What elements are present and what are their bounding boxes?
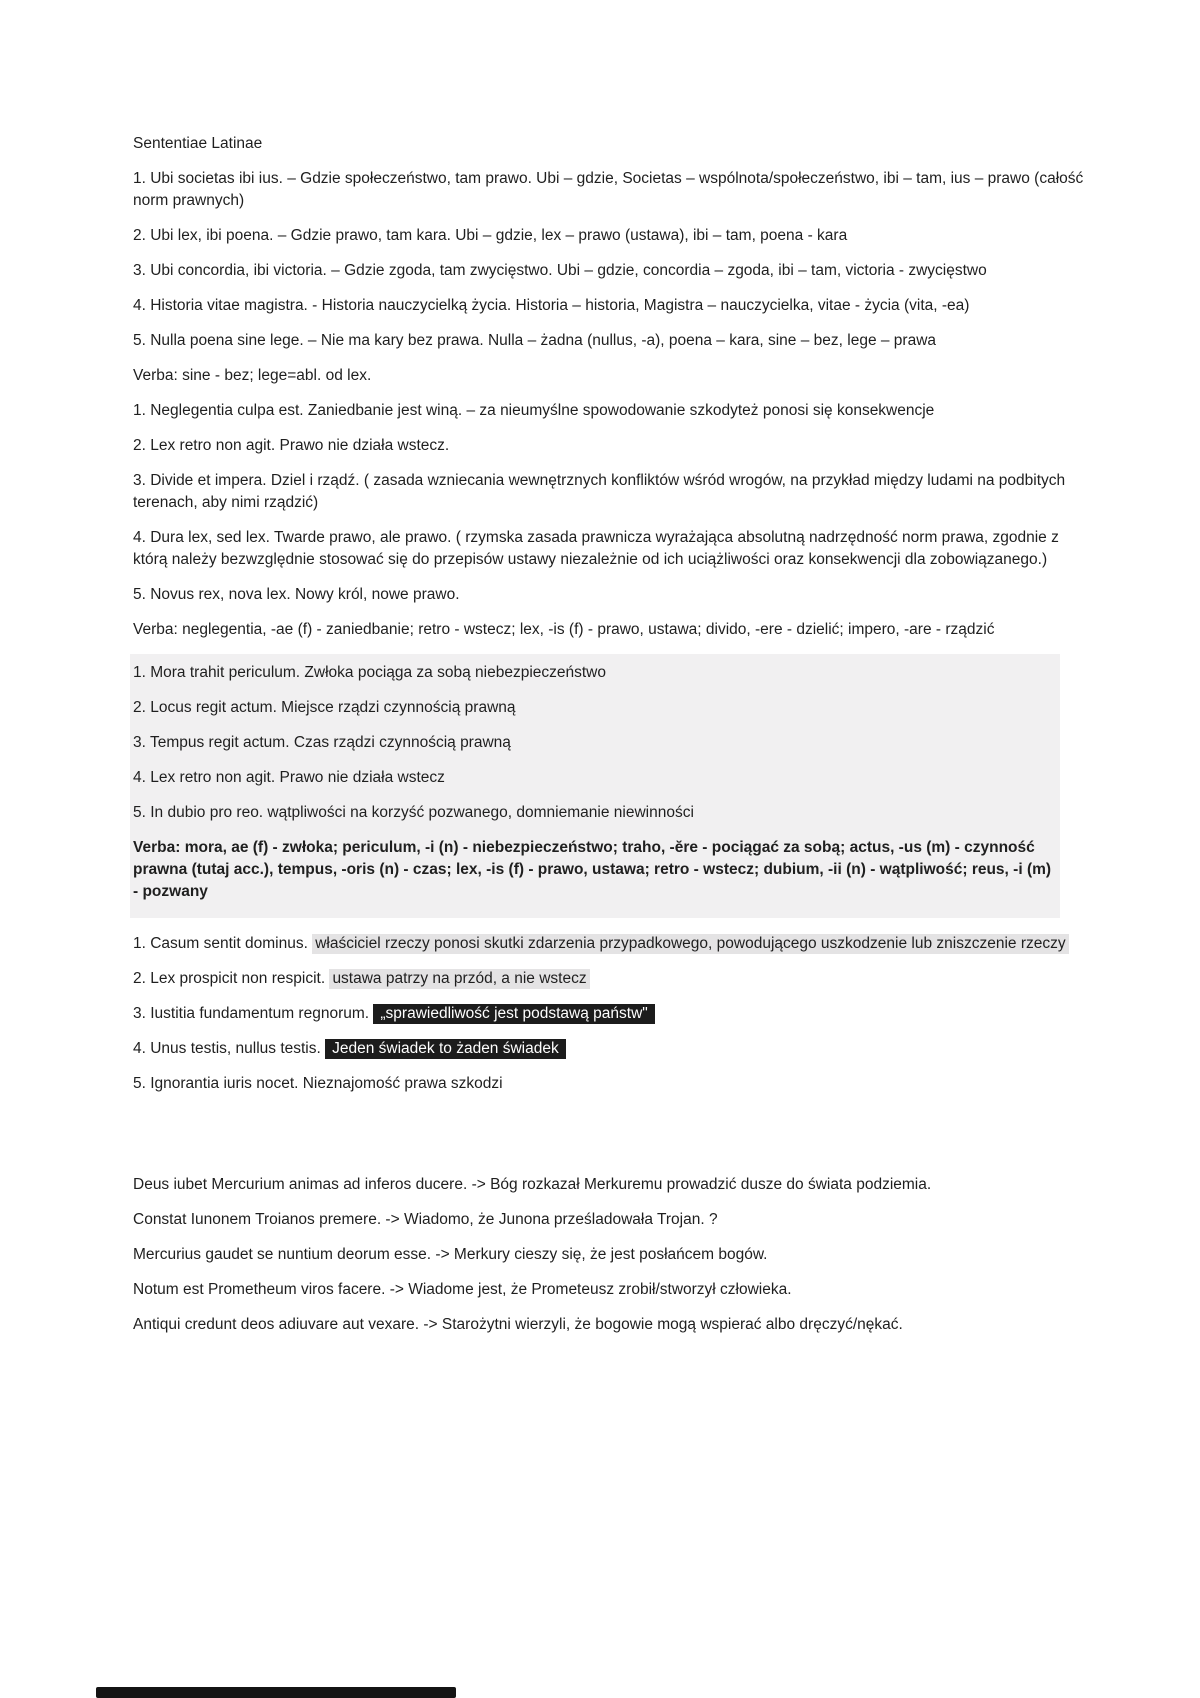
footer-bar <box>96 1687 456 1698</box>
document-content <box>133 133 1091 1349</box>
sentence-ubi-3: 3. Ubi concordia, ibi victoria. – Gdzie zgoda, tam zwycięstwo. Ubi – gdzie, concordia – zgoda, ibi – tam, victoria - zwycięstwo <box>133 262 987 279</box>
sentence-casum-2-latin: 2. Lex prospicit non respicit. <box>133 970 326 987</box>
sentence-mora-2: 2. Locus regit actum. Miejsce rządzi czynnością prawną <box>133 699 516 716</box>
page-title: Sententiae Latinae <box>133 135 263 152</box>
sentence-mythology-3: Mercurius gaudet se nuntium deorum esse. -> Merkury cieszy się, że jest posłańcem bogów. <box>133 1246 768 1263</box>
sentence-casum-3 <box>133 1003 1091 1025</box>
sentence-casum-3-latin: 3. Iustitia fundamentum regnorum. <box>133 1005 370 1022</box>
sentence-casum-1-latin: 1. Casum sentit dominus. <box>133 935 308 952</box>
section-gap <box>133 1108 1091 1174</box>
sentence-mora-3: 3. Tempus regit actum. Czas rządzi czynnością prawną <box>133 734 511 751</box>
sentence-ubi-1: 1. Ubi societas ibi ius. – Gdzie społeczeństwo, tam prawo. Ubi – gdzie, Societas – wspólnota/społeczeństwo, ibi – tam, ius – prawo (całość norm prawnych) <box>133 170 1084 209</box>
sentence-casum-2-highlight: ustawa patrzy na przód, a nie wstecz <box>329 969 589 989</box>
sentence-mora-1: 1. Mora trahit periculum. Zwłoka pociąga za sobą niebezpieczeństwo <box>133 664 606 681</box>
sentence-neglegentia-2: 2. Lex retro non agit. Prawo nie działa wstecz. <box>133 437 450 454</box>
sentence-casum-4 <box>133 1038 1091 1060</box>
sentence-ubi-5: 5. Nulla poena sine lege. – Nie ma kary bez prawa. Nulla – żadna (nullus, -a), poena – kara, sine – bez, lege – prawa <box>133 332 937 349</box>
sentence-casum-1-highlight: właściciel rzeczy ponosi skutki zdarzenia przypadkowego, powodującego uszkodzenie lub zniszczenie rzeczy <box>312 934 1068 954</box>
sentence-ubi-4: 4. Historia vitae magistra. - Historia nauczycielką życia. Historia – historia, Magistra – nauczycielka, vitae - życia (vita, -ea) <box>133 297 970 314</box>
sentence-mythology-2: Constat Iunonem Troianos premere. -> Wiadomo, że Junona prześladowała Trojan. ? <box>133 1211 718 1228</box>
sentence-neglegentia-1: 1. Neglegentia culpa est. Zaniedbanie jest winą. – za nieumyślne spowodowanie szkodyteż ponosi się konsekwencje <box>133 402 935 419</box>
sentence-mythology-4: Notum est Prometheum viros facere. -> Wiadome jest, że Prometeusz zrobił/stworzył człowieka. <box>133 1281 792 1298</box>
sentence-casum-4-highlight: Jeden świadek to żaden świadek <box>325 1039 566 1059</box>
sentence-ignorantia: 5. Ignorantia iuris nocet. Nieznajomość prawa szkodzi <box>133 1075 503 1092</box>
sentence-casum-4-latin: 4. Unus testis, nullus testis. <box>133 1040 321 1057</box>
sentence-mythology-1: Deus iubet Mercurium animas ad inferos ducere. -> Bóg rozkazał Merkuremu prowadzić dusze do świata podziemia. <box>133 1176 932 1193</box>
sentence-neglegentia-4: 4. Dura lex, sed lex. Twarde prawo, ale prawo. ( rzymska zasada prawnicza wyrażająca absolutną nadrzędność norm prawa, zgodnie z którą należy bezwzględnie stosować się do przepisów ustawy niezależnie od ich uciążliwości oraz konsekwencji dla zobowiązanego.) <box>133 529 1059 568</box>
sentence-ubi-2: 2. Ubi lex, ibi poena. – Gdzie prawo, tam kara. Ubi – gdzie, lex – prawo (ustawa), ibi – tam, poena - kara <box>133 227 848 244</box>
highlighted-block <box>130 654 1060 918</box>
sentence-mythology-5: Antiqui credunt deos adiuvare aut vexare. -> Starożytni wierzyli, że bogowie mogą wspierać albo dręczyć/nękać. <box>133 1316 903 1333</box>
verba-sine-note: Verba: sine - bez; lege=abl. od lex. <box>133 367 372 384</box>
sentence-mora-5: 5. In dubio pro reo. wątpliwości na korzyść pozwanego, domniemanie niewinności <box>133 804 694 821</box>
verba-mora-bold-note: Verba: mora, ae (f) - zwłoka; periculum, -i (n) - niebezpieczeństwo; traho, -ĕre - pociągać za sobą; actus, -us (m) - czynność prawna (tutaj acc.), tempus, -oris (n) - czas; lex, -is (f) - prawo, ustawa; retro - wstecz; dubium, -ii (n) - wątpliwość; reus, -i (m) - pozwany <box>133 839 1052 900</box>
verba-neglegentia-note: Verba: neglegentia, -ae (f) - zaniedbanie; retro - wstecz; lex, -is (f) - prawo, ustawa; divido, -ere - dzielić; impero, -are - rządzić <box>133 621 995 638</box>
sentence-casum-1 <box>133 933 1091 955</box>
sentence-neglegentia-3: 3. Divide et impera. Dziel i rządź. ( zasada wzniecania wewnętrznych konfliktów wśród wrogów, na przykład między ludami na podbitych terenach, aby nimi rządzić) <box>133 472 1066 511</box>
sentence-casum-2 <box>133 968 1091 990</box>
sentence-mora-4: 4. Lex retro non agit. Prawo nie działa wstecz <box>133 769 445 786</box>
sentence-neglegentia-5: 5. Novus rex, nova lex. Nowy król, nowe prawo. <box>133 586 460 603</box>
sentence-casum-3-highlight: „sprawiedliwość jest podstawą państw" <box>373 1004 654 1024</box>
